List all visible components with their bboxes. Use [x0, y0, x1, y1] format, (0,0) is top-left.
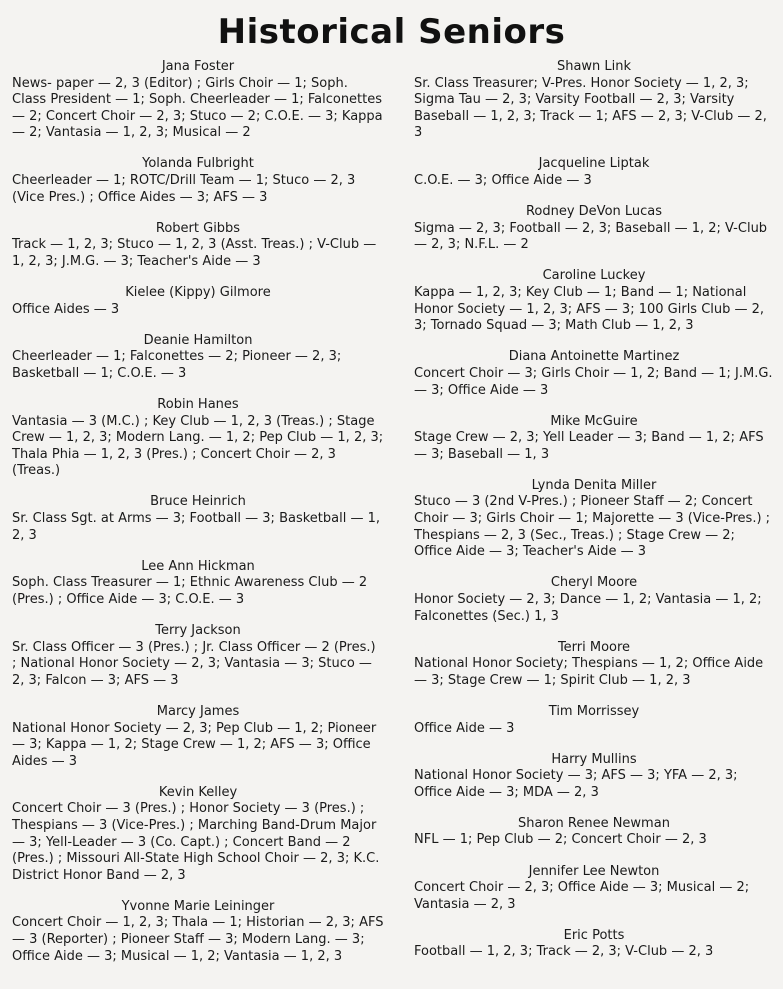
senior-name: Jennifer Lee Newton — [528, 863, 660, 879]
senior-activities: National Honor Society — 2, 3; Pep Club — 1, 2; Pioneer — 3; Kappa — 1, 2; Stage Crew — 1, 2; AFS — 3; Office Aides — 3 — [12, 720, 377, 769]
senior-entry — [12, 59, 384, 142]
senior-activities: Concert Choir — 3; Girls Choir — 1, 2; Band — 1; J.M.G. — 3; Office Aide — 3 — [414, 365, 773, 398]
senior-activities: Office Aides — 3 — [12, 301, 120, 317]
senior-name: Lynda Denita Miller — [531, 477, 657, 493]
senior-entry — [12, 494, 384, 544]
senior-activities: Vantasia — 3 (M.C.) ; Key Club — 1, 2, 3 (Treas.) ; Stage Crew — 1, 2, 3; Modern Lang. — 1, 2; Pep Club — 1, 2, 3; Thala Phia — 1, 2, 3 (Pres.) ; Concert Choir — 2, 3 (Treas.) — [12, 413, 384, 479]
senior-name: Jana Foster — [161, 59, 235, 74]
senior-entry — [414, 414, 774, 464]
senior-name: Terri Moore — [557, 639, 631, 655]
senior-name: Robin Hanes — [157, 397, 239, 412]
senior-activities: Kappa — 1, 2, 3; Key Club — 1; Band — 1; National Honor Society — 1, 2, 3; AFS — 3; 100 Girls Club — 2, 3; Tornado Squad — 3; Math Club — 1, 2, 3 — [414, 285, 765, 334]
senior-activities: Soph. Class Treasurer — 1; Ethnic Awareness Club — 2 (Pres.) ; Office Aide — 3; C.O.E. — 3 — [12, 575, 368, 607]
senior-name: Cheryl Moore — [550, 575, 638, 591]
senior-entry — [12, 285, 384, 318]
senior-name: Sharon Renee Newman — [518, 815, 670, 831]
senior-entry — [414, 59, 774, 142]
senior-entry — [12, 333, 384, 383]
senior-name: Robert Gibbs — [155, 220, 241, 236]
senior-activities: National Honor Society — 3; AFS — 3; YFA — 2, 3; Office Aide — 3; MDA — 2, 3 — [414, 768, 738, 800]
senior-entry — [414, 204, 774, 254]
senior-entry — [12, 156, 384, 206]
senior-activities: Sr. Class Sgt. at Arms — 3; Football — 3; Basketball — 1, 2, 3 — [12, 511, 380, 543]
senior-name: Kielee (Kippy) Gilmore — [125, 285, 271, 301]
senior-entry — [414, 928, 774, 961]
senior-name: Yvonne Marie Leininger — [121, 898, 275, 914]
senior-activities: C.O.E. — 3; Office Aide — 3 — [414, 173, 592, 189]
senior-activities: Cheerleader — 1; ROTC/Drill Team — 1; Stuco — 2, 3 (Vice Pres.) ; Office Aides — 3; AFS — 3 — [12, 173, 356, 205]
senior-activities: Track — 1, 2, 3; Stuco — 1, 2, 3 (Asst. Treas.) ; V-Club — 1, 2, 3; J.M.G. — 3; Teacher's Aide — 3 — [12, 237, 377, 269]
senior-name: Terry Jackson — [155, 623, 241, 639]
senior-name: Shawn Link — [556, 59, 632, 74]
senior-name: Mike McGuire — [550, 413, 638, 429]
senior-entry — [414, 349, 774, 399]
senior-activities: Concert Choir — 2, 3; Office Aide — 3; Musical — 2; Vantasia — 2, 3 — [414, 880, 750, 912]
senior-entry — [414, 268, 774, 334]
right-column — [414, 59, 774, 976]
senior-activities: News- paper — 2, 3 (Editor) ; Girls Choir — 1; Soph. Class President — 1; Soph. Cheerleader — 1; Falconettes — 2; Concert Choir — 2, 3; Stuco — 2; C.O.E. — 3; Kappa — 2; Vantasia — 1, 2, 3; Musical — 2 — [12, 75, 383, 141]
senior-name: Lee Ann Hickman — [141, 558, 255, 574]
senior-activities: Football — 1, 2, 3; Track — 2, 3; V-Club — 2, 3 — [414, 944, 714, 960]
senior-entry — [12, 899, 384, 965]
senior-name: Diana Antoinette Martinez — [508, 349, 680, 365]
senior-entry — [414, 864, 774, 914]
senior-name: Marcy James — [156, 703, 240, 719]
senior-name: Caroline Luckey — [542, 268, 646, 284]
senior-name: Deanie Hamilton — [143, 332, 253, 348]
senior-entry — [12, 397, 384, 480]
senior-name: Rodney DeVon Lucas — [525, 204, 663, 220]
senior-entry — [414, 640, 774, 690]
senior-name: Harry Mullins — [551, 751, 637, 767]
senior-entry — [414, 478, 774, 561]
senior-entry — [414, 752, 774, 802]
senior-entry — [414, 704, 774, 737]
senior-activities: Stage Crew — 2, 3; Yell Leader — 3; Band — 1, 2; AFS — 3; Baseball — 1, 3 — [414, 430, 764, 462]
senior-entry — [12, 704, 384, 770]
left-column — [12, 59, 384, 980]
senior-activities: Office Aide — 3 — [414, 720, 515, 736]
senior-activities: Stuco — 3 (2nd V-Pres.) ; Pioneer Staff — 2; Concert Choir — 3; Girls Choir — 1; Majorette — 3 (Vice-Pres.) ; Thespians — 2, 3 (Sec., Treas.) ; Stage Crew — 2; Office Aide — 3; Teacher's Aide — 3 — [414, 494, 771, 560]
senior-activities: Sr. Class Treasurer; V-Pres. Honor Society — 1, 2, 3; Sigma Tau — 2, 3; Varsity Football — 2, 3; Varsity Baseball — 1, 2, 3; Track — 1; AFS — 2, 3; V-Club — 2, 3 — [414, 75, 767, 141]
senior-activities: Concert Choir — 1, 2, 3; Thala — 1; Historian — 2, 3; AFS — 3 (Reporter) ; Pioneer Staff — 3; Modern Lang. — 3; Office Aide — 3; Musical — 1, 2; Vantasia — 1, 2, 3 — [12, 915, 384, 964]
senior-entry — [12, 623, 384, 689]
senior-name: Bruce Heinrich — [150, 494, 246, 510]
senior-entry — [414, 156, 774, 189]
senior-entry — [414, 575, 774, 625]
senior-entry — [12, 785, 384, 885]
senior-activities: Cheerleader — 1; Falconettes — 2; Pioneer — 2, 3; Basketball — 1; C.O.E. — 3 — [12, 349, 342, 381]
senior-activities: National Honor Society; Thespians — 1, 2; Office Aide — 3; Stage Crew — 1; Spirit Club — 1, 2, 3 — [414, 656, 764, 688]
page-title: Historical Seniors — [217, 12, 566, 52]
senior-name: Jacqueline Liptak — [538, 156, 650, 172]
senior-entry — [12, 221, 384, 271]
senior-name: Yolanda Fulbright — [142, 156, 254, 172]
senior-entry — [414, 816, 774, 849]
senior-name: Kevin Kelley — [158, 784, 238, 800]
senior-entry — [12, 559, 384, 609]
senior-name: Tim Morrissey — [548, 703, 640, 719]
senior-activities: NFL — 1; Pep Club — 2; Concert Choir — 2, 3 — [414, 832, 707, 848]
senior-activities: Sr. Class Officer — 3 (Pres.) ; Jr. Class Officer — 2 (Pres.) ; National Honor Society — 2, 3; Vantasia — 3; Stuco — 2, 3; Falcon — 3; AFS — 3 — [12, 639, 376, 688]
senior-activities: Honor Society — 2, 3; Dance — 1, 2; Vantasia — 1, 2; Falconettes (Sec.) 1, 3 — [414, 591, 762, 624]
senior-activities: Concert Choir — 3 (Pres.) ; Honor Society — 3 (Pres.) ; Thespians — 3 (Vice-Pres.) ; Marching Band-Drum Major — 3; Yell-Leader — 3 (Co. Capt.) ; Concert Band — 2 (Pres.) ; Missouri All-State High School Choir — 2, 3; K.C. District Honor Band — 2, 3 — [12, 801, 380, 883]
senior-activities: Sigma — 2, 3; Football — 2, 3; Baseball — 1, 2; V-Club — 2, 3; N.F.L. — 2 — [414, 220, 768, 253]
senior-name: Eric Potts — [563, 927, 625, 943]
